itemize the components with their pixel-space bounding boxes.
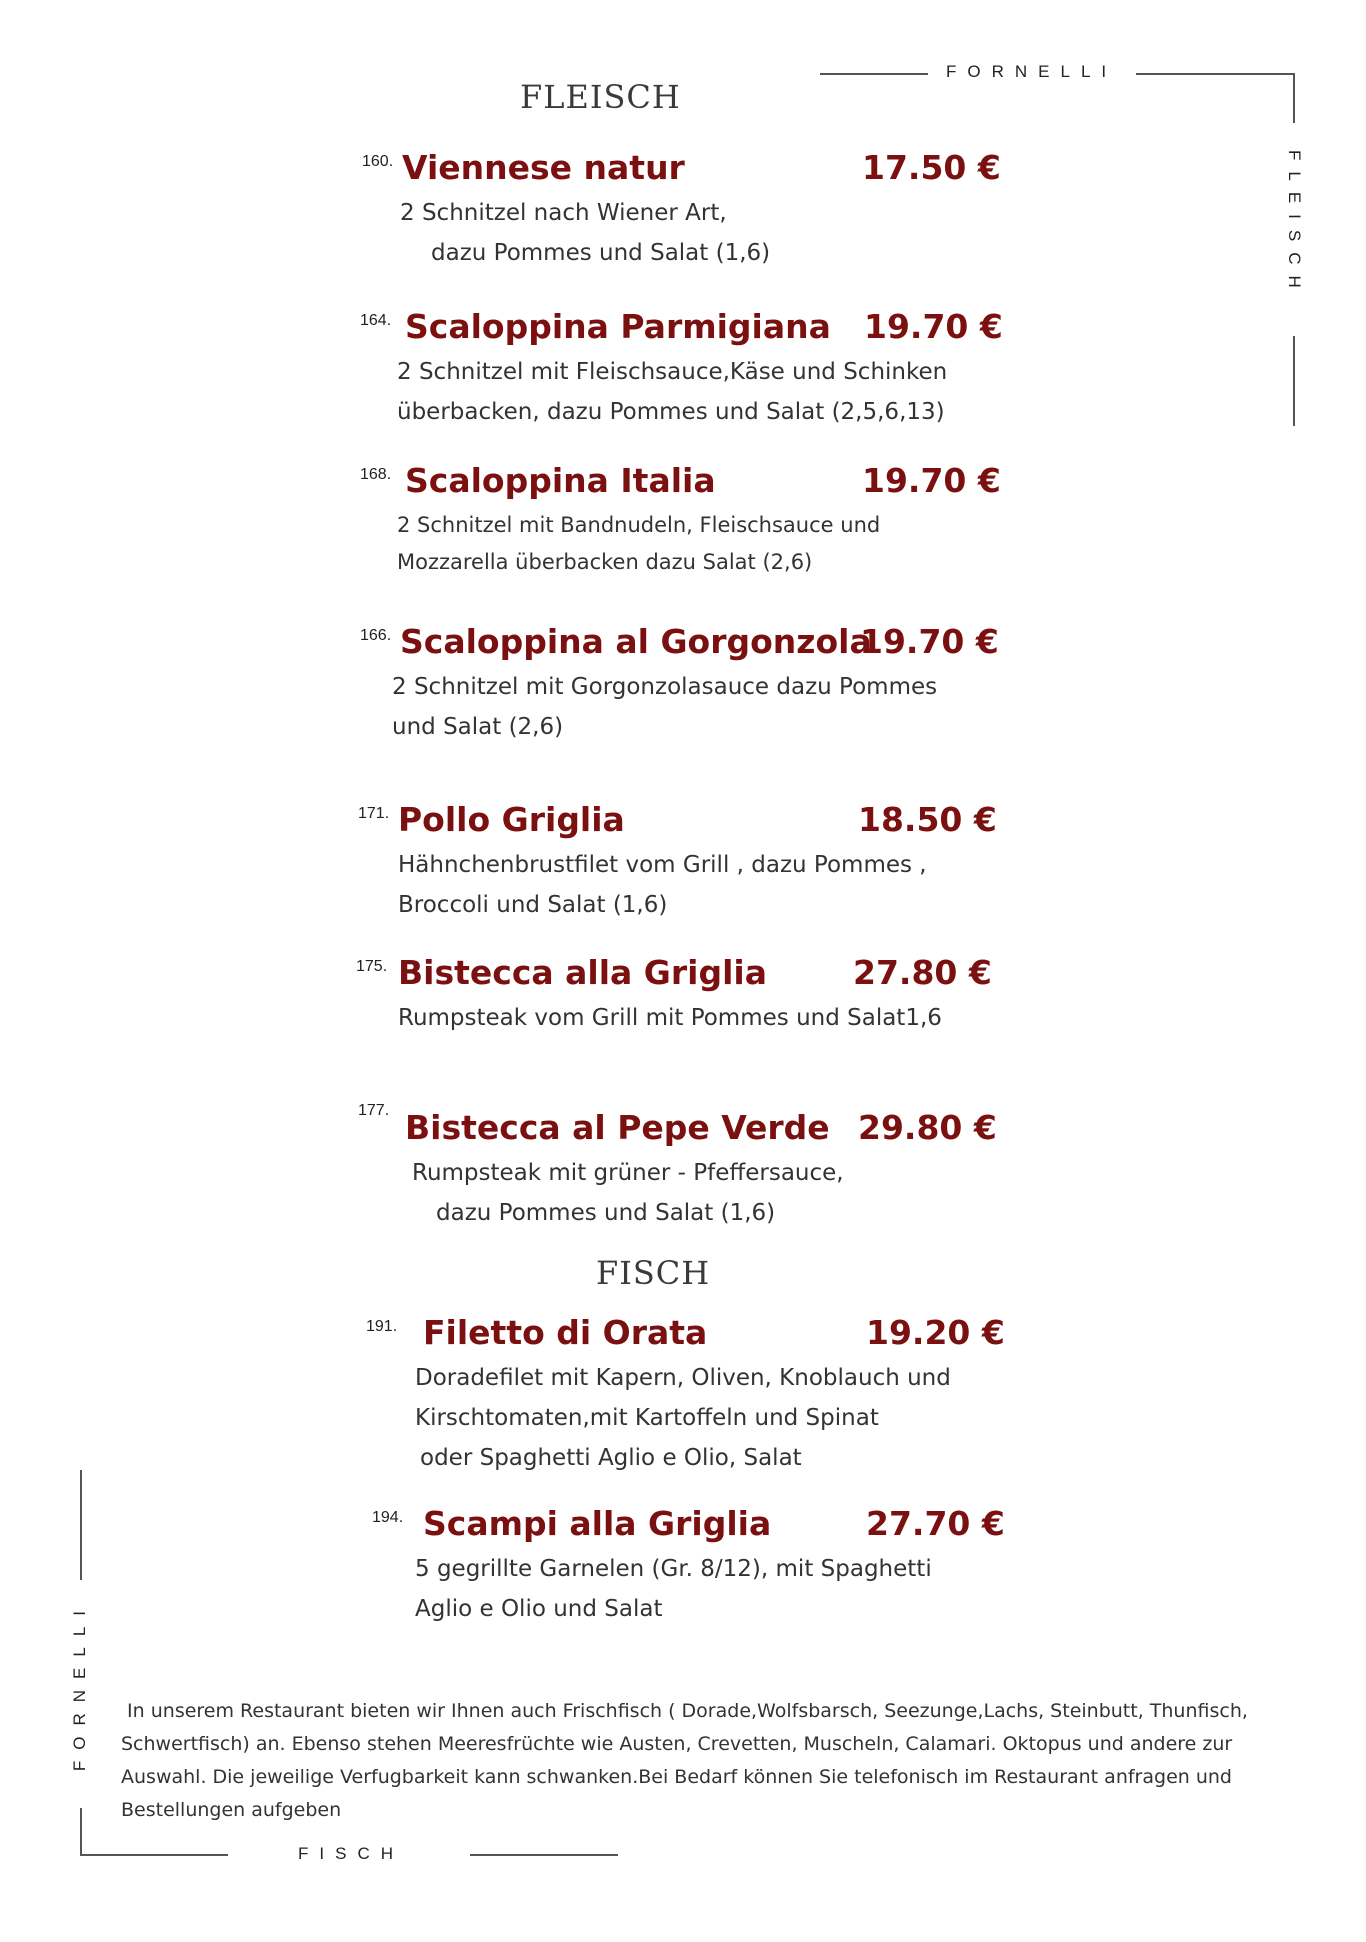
left-vertical-label: FORNELLI (70, 1600, 89, 1772)
item-desc-line: Rumpsteak mit grüner - Pfeffersauce, (412, 1160, 844, 1186)
item-number: 164. (360, 312, 392, 329)
item-price: 19.70 € (862, 461, 1001, 500)
item-desc-line: 2 Schnitzel nach Wiener Art, (400, 200, 727, 226)
left-corner-rule (80, 1808, 82, 1856)
item-name: Filetto di Orata (423, 1313, 708, 1352)
item-desc-line: 5 gegrillte Garnelen (Gr. 8/12), mit Spaghetti (415, 1556, 932, 1582)
item-number: 191. (366, 1318, 398, 1335)
item-number: 171. (358, 805, 390, 822)
item-price: 19.70 € (864, 307, 1003, 346)
item-desc-line: Rumpsteak vom Grill mit Pommes und Salat1,6 (398, 1005, 942, 1031)
item-name: Bistecca al Pepe Verde (405, 1108, 830, 1147)
right-lower-rule (1293, 336, 1295, 426)
item-desc-line: 2 Schnitzel mit Gorgonzolasauce dazu Pommes (392, 674, 938, 700)
item-name: Scampi alla Griglia (423, 1504, 772, 1543)
item-desc-line: 2 Schnitzel mit Bandnudeln, Fleischsauce und (397, 513, 881, 537)
item-desc-line: dazu Pommes und Salat (1,6) (436, 1200, 776, 1226)
item-price: 19.20 € (866, 1313, 1005, 1352)
item-price: 27.70 € (866, 1504, 1005, 1543)
item-desc-line: und Salat (2,6) (392, 714, 564, 740)
item-desc-line: oder Spaghetti Aglio e Olio, Salat (420, 1445, 802, 1471)
item-name: Bistecca alla Griglia (398, 953, 767, 992)
item-number: 166. (360, 627, 392, 644)
item-desc-line: Broccoli und Salat (1,6) (398, 892, 668, 918)
bottom-right-rule (470, 1854, 618, 1856)
section-title-fisch: FISCH (596, 1254, 711, 1292)
top-left-rule (820, 73, 928, 75)
item-desc-line: Aglio e Olio und Salat (415, 1596, 663, 1622)
item-number: 160. (362, 153, 394, 170)
item-price: 18.50 € (858, 800, 997, 839)
section-title-fleisch: FLEISCH (520, 78, 681, 116)
item-desc-line: dazu Pommes und Salat (1,6) (431, 240, 771, 266)
right-corner-rule (1293, 73, 1295, 123)
item-price: 19.70 € (860, 622, 999, 661)
item-price: 29.80 € (858, 1108, 997, 1147)
item-number: 194. (372, 1509, 404, 1526)
item-desc-line: 2 Schnitzel mit Fleischsauce,Käse und Schinken (397, 359, 948, 385)
bottom-label: FISCH (298, 1844, 404, 1863)
item-number: 168. (360, 466, 392, 483)
left-upper-rule (80, 1470, 82, 1580)
right-vertical-label: FLEISCH (1285, 150, 1304, 299)
top-right-label: FORNELLI (946, 62, 1118, 81)
item-desc-line: Kirschtomaten,mit Kartoffeln und Spinat (415, 1405, 879, 1431)
item-price: 27.80 € (853, 953, 992, 992)
item-name: Scaloppina Parmigiana (405, 307, 831, 346)
item-price: 17.50 € (862, 148, 1001, 187)
item-name: Viennese natur (402, 148, 685, 187)
item-desc-line: überbacken, dazu Pommes und Salat (2,5,6,13) (397, 399, 945, 425)
top-right-rule (1136, 73, 1293, 75)
bottom-left-rule (80, 1854, 228, 1856)
item-name: Pollo Griglia (398, 800, 625, 839)
item-name: Scaloppina Italia (405, 461, 716, 500)
item-desc-line: Doradefilet mit Kapern, Oliven, Knoblauch und (415, 1365, 951, 1391)
item-desc-line: Hähnchenbrustfilet vom Grill , dazu Pommes , (398, 852, 927, 878)
item-name: Scaloppina al Gorgonzola (400, 622, 872, 661)
fresh-fish-note: In unserem Restaurant bieten wir Ihnen auch Frischfisch ( Dorade,Wolfsbarsch, Seezunge,Lachs, Steinbutt, Thunfisch, Schwertfisch) an. Ebenso stehen Meeresfrüchte wie Austen, Crevetten, Muscheln, Calamari. Oktopus und andere zur Auswahl. Die jeweilige Verfugbarkeit kann schwanken.Bei Bedarf können Sie telefonisch im Restaurant anfragen und Bestellungen aufgeben (121, 1700, 1254, 1821)
item-desc-line: Mozzarella überbacken dazu Salat (2,6) (397, 550, 813, 574)
item-number: 177. (358, 1102, 390, 1119)
item-number: 175. (356, 958, 388, 975)
